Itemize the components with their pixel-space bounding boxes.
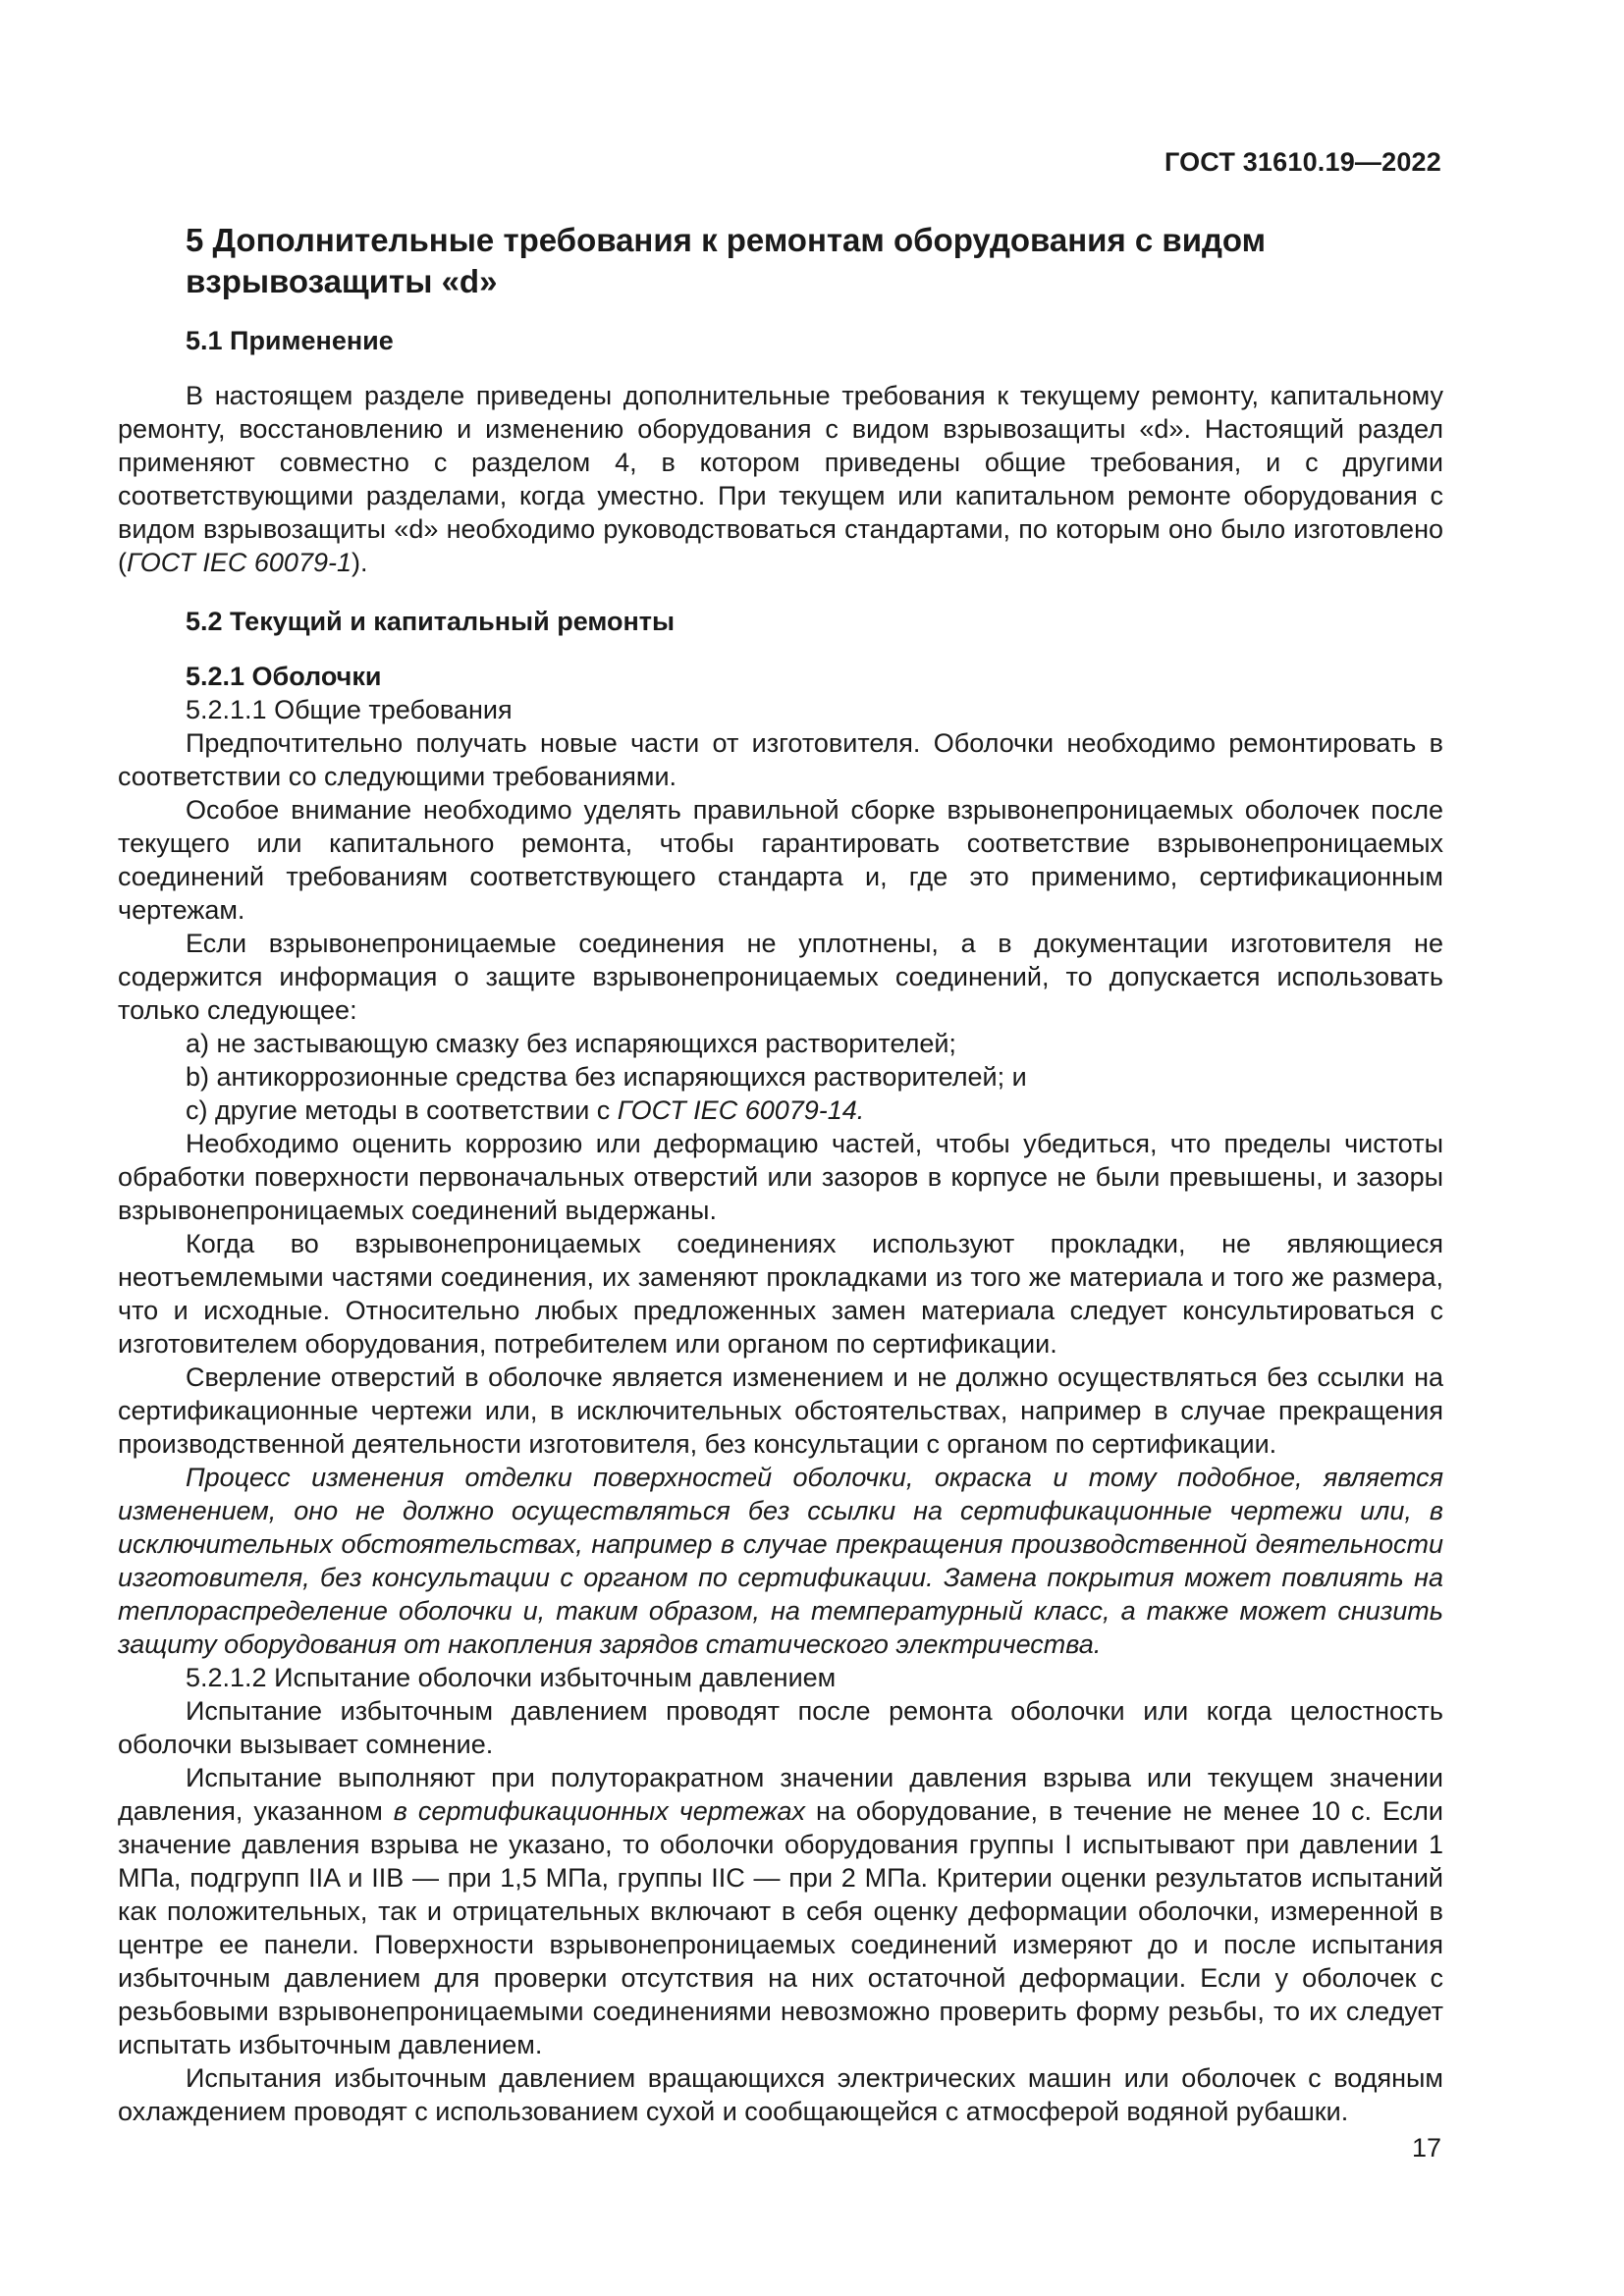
subsection-heading-5-2: 5.2 Текущий и капитальный ремонты [186,607,676,636]
paragraph-application-end: ). [352,548,368,577]
paragraph-application [118,379,1443,579]
list-item: b) антикоррозионные средства без испаряющихся растворителей; и [186,1062,1027,1092]
paragraph-pressure-test-when: Испытание избыточным давлением проводят после ремонта оболочки или когда целостность оболочки вызывает сомнение. [118,1696,1443,1759]
paragraph-new-parts: Предпочтительно получать новые части от изготовителя. Оболочки необходимо ремонтировать в соответствии со следующими требованиями. [118,728,1443,791]
paragraph-surface-finish-note: Процесс изменения отделки поверхностей оболочки, окраска и тому подобное, является изменением, оно не должно осуществляться без ссылки на сертификационные чертежи или, в исключительных обстоятельствах, например в случае прекращения производственной деятельности изготовителя, без консультации с органом по сертификации. Замена покрытия может повлиять на теплораспределение оболочки и, таким образом, на температурный класс, а также может снизить защиту оборудования от накопления зарядов статического электричества. [118,1463,1443,1659]
paragraph-pressure-text: Испытание выполняют при полуторакратном значении давления взрыва или текущем значении давления, указанном [118,1763,1443,1826]
section-title: 5 Дополнительные требования к ремонтам оборудования с видом взрывозащиты «d» [186,222,1267,299]
list-item-text: c) другие методы в соответствии с [186,1095,618,1125]
subsection-heading-5-1: 5.1 Применение [186,326,394,355]
clause-title-5-2-1-1: 5.2.1.1 Общие требования [186,695,513,724]
paragraph-pressure-test-machines: Испытания избыточным давлением вращающихся электрических машин или оболочек с водяным охлаждением проводят с использованием сухой и сообщающейся с атмосферой водяной рубашки. [118,2063,1443,2126]
paragraph-application-text: В настоящем разделе приведены дополнительные требования к текущему ремонту, капитальному ремонту, восстановлению и изменению оборудования с видом взрывозащиты «d». Настоящий раздел применяют совместно с разделом 4, в котором приведены общие требования, и с другими соответствующими разделами, когда уместно. При текущем или капитальном ремонте оборудования с видом взрывозащиты «d» необходимо руководствоваться стандартами, по которым оно было изготовлено ( [118,381,1443,577]
standard-reference-60079-1: ГОСТ IEC 60079-1 [127,548,352,577]
certification-drawings-ref: в сертификационных чертежах [393,1796,806,1826]
paragraph-drilling: Сверление отверстий в оболочке является изменением и не должно осуществляться без ссылки на сертификационные чертежи или, в исключительных обстоятельствах, например в случае прекращения производственной деятельности изготовителя, без консультации с органом по сертификации. [118,1362,1443,1459]
page-content [118,220,1443,2128]
subsection-heading-5-2-1: 5.2.1 Оболочки [186,662,382,691]
allowed-methods-list [118,1027,1443,1127]
paragraph-attention: Особое внимание необходимо уделять правильной сборке взрывонепроницаемых оболочек после текущего или капитального ремонта, чтобы гарантировать соответствие взрывонепроницаемых соединений требованиям соответствующего стандарта и, где это применимо, сертификационным чертежам. [118,795,1443,925]
standard-reference-60079-14: ГОСТ IEC 60079-14. [617,1095,865,1125]
page-number: 17 [1411,2133,1441,2163]
paragraph-corrosion: Необходимо оценить коррозию или деформацию частей, чтобы убедиться, что пределы чистоты обработки поверхности первоначальных отверстий или зазоров в корпусе не были превышены, и зазоры взрывонепроницаемых соединений выдержаны. [118,1129,1443,1225]
paragraph-pressure-test-values [118,1761,1443,2061]
document-code: ГОСТ 31610.19—2022 [1164,147,1441,177]
paragraph-if-not-sealed: Если взрывонепроницаемые соединения не уплотнены, а в документации изготовителя не содержится информация о защите взрывонепроницаемых соединений, то допускается использовать только следующее: [118,929,1443,1025]
list-item [186,1094,1443,1127]
paragraph-gaskets: Когда во взрывонепроницаемых соединениях используют прокладки, не являющиеся неотъемлемыми частями соединения, их заменяют прокладками из того же материала и того же размера, что и исходные. Относительно любых предложенных замен материала следует консультироваться с изготовителем оборудования, потребителем или органом по сертификации. [118,1229,1443,1359]
list-item: a) не застывающую смазку без испаряющихся растворителей; [186,1029,956,1058]
paragraph-pressure-text-rest: на оборудование, в течение не менее 10 с. Если значение давления взрыва не указано, то оболочки оборудования группы I испытывают при давлении 1 МПа, подгрупп IIA и IIB — при 1,5 МПа, группы IIC — при 2 МПа. Критерии оценки результатов испытаний как положительных, так и отрицательных включают в себя оценку деформации оболочки, измеренной в центре ее панели. Поверхности взрывонепроницаемых соединений измеряют до и после испытания избыточным давлением для проверки отсутствия на них остаточной деформации. Если у оболочек с резьбовыми взрывонепроницаемыми соединениями невозможно проверить форму резьбы, то их следует испытать избыточным давлением. [118,1796,1444,2059]
clause-title-5-2-1-2: 5.2.1.2 Испытание оболочки избыточным давлением [186,1663,837,1692]
